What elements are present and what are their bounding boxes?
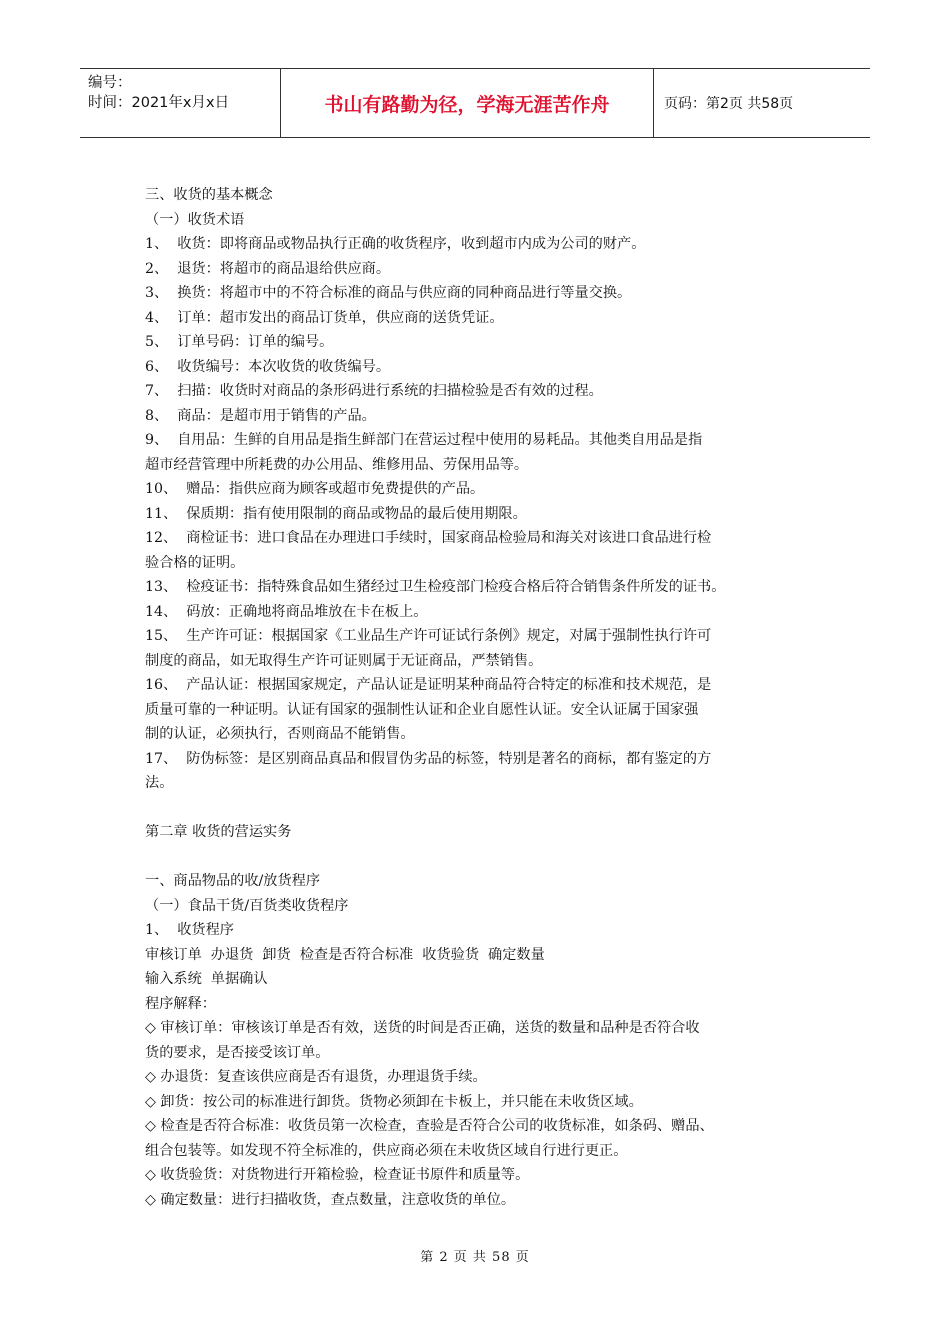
section-heading: 一、商品物品的收/放货程序 bbox=[145, 873, 321, 889]
bullet-item: ◇ 确定数量：进行扫描收货，查点数量，注意收货的单位。 bbox=[145, 1191, 516, 1208]
header-meta bbox=[80, 69, 280, 137]
process-steps: 输入系统 单据确认 bbox=[145, 971, 268, 987]
bullet-item: ◇ 收货验货：对货物进行开箱检验，检查证书原件和质量等。 bbox=[145, 1167, 530, 1183]
list-item: 10、 赠品：指供应商为顾客或超市免费提供的产品。 bbox=[145, 481, 485, 497]
list-item: 7、 扫描：收货时对商品的条形码进行系统的扫描检验是否有效的过程。 bbox=[145, 383, 603, 399]
page-footer: 第 2 页 共 58 页 bbox=[420, 1250, 530, 1265]
document-body bbox=[145, 183, 817, 1212]
list-item: 12、 商检证书：进口食品在办理进口手续时，国家商品检验局和海关对该进口食品进行检 bbox=[145, 530, 712, 546]
list-item: 11、 保质期：指有使用限制的商品或物品的最后使用期限。 bbox=[145, 505, 527, 522]
list-item: 1、 收货程序 bbox=[145, 922, 234, 938]
bullet-item: ◇ 审核订单：审核该订单是否有效，送货的时间是否正确，送货的数量和品种是否符合收 bbox=[145, 1020, 700, 1036]
bullet-item: ◇ 办退货：复查该供应商是否有退货，办理退货手续。 bbox=[145, 1069, 487, 1085]
header-page-number: 页码：第2页 共58页 bbox=[664, 96, 794, 112]
chapter-heading: 第二章 收货的营运实务 bbox=[145, 824, 292, 840]
list-item: 2、 退货：将超市的商品退给供应商。 bbox=[145, 260, 391, 277]
bullet-item: ◇ 检查是否符合标准：收货员第一次检查，查验是否符合公司的收货标准，如条码、赠品、 bbox=[145, 1118, 714, 1134]
list-item-continued: 超市经营管理中所耗费的办公用品、维修用品、劳保用品等。 bbox=[145, 456, 529, 473]
subsection-heading: （一）收货术语 bbox=[145, 211, 245, 228]
subsection-heading: （一）食品干货/百货类收货程序 bbox=[145, 897, 349, 914]
list-item: 6、 收货编号：本次收货的收货编号。 bbox=[145, 358, 391, 375]
list-item: 4、 订单：超市发出的商品订货单，供应商的送货凭证。 bbox=[145, 309, 504, 326]
list-item-continued: 制的认证，必须执行，否则商品不能销售。 bbox=[145, 726, 415, 742]
list-item-continued: 验合格的证明。 bbox=[145, 554, 245, 571]
bullet-item-continued: 货的要求，是否接受该订单。 bbox=[145, 1044, 330, 1061]
list-item: 15、 生产许可证：根据国家《工业品生产许可证试行条例》规定，对属于强制性执行许可 bbox=[145, 628, 712, 644]
list-item-continued: 法。 bbox=[145, 775, 174, 791]
list-item: 16、 产品认证：根据国家规定，产品认证是证明某种商品符合特定的标准和技术规范，是 bbox=[145, 677, 712, 693]
list-item: 13、 检疫证书：指特殊食品如生猪经过卫生检疫部门检疫合格后符合销售条件所发的证书。 bbox=[145, 579, 726, 595]
doc-number-label: 编号： bbox=[88, 75, 132, 91]
section-heading: 三、收货的基本概念 bbox=[145, 187, 273, 203]
list-item: 9、 自用品：生鲜的自用品是指生鲜部门在营运过程中使用的易耗品。其他类自用品是指 bbox=[145, 432, 703, 448]
list-item: 17、 防伪标签：是区别商品真品和假冒伪劣品的标签，特别是著名的商标，都有鉴定的方 bbox=[145, 750, 712, 767]
list-item: 1、 收货：即将商品或物品执行正确的收货程序，收到超市内成为公司的财产。 bbox=[145, 236, 646, 252]
list-item-continued: 制度的商品，如无取得生产许可证则属于无证商品，严禁销售。 bbox=[145, 652, 543, 669]
process-steps: 审核订单 办退货 卸货 检查是否符合标准 收货验货 确定数量 bbox=[145, 946, 545, 963]
header-motto: 书山有路勤为径，学海无涯苦作舟 bbox=[280, 69, 654, 137]
paragraph-label: 程序解释： bbox=[145, 995, 216, 1012]
list-item: 3、 换货：将超市中的不符合标准的商品与供应商的同种商品进行等量交换。 bbox=[145, 285, 632, 301]
doc-date-label: 时间：2021年x月x日 bbox=[88, 95, 230, 111]
page-header bbox=[80, 68, 870, 138]
list-item: 5、 订单号码：订单的编号。 bbox=[145, 334, 334, 350]
list-item: 14、 码放：正确地将商品堆放在卡在板上。 bbox=[145, 603, 428, 620]
bullet-item-continued: 组合包装等。如发现不符全标准的，供应商必须在未收货区域自行进行更正。 bbox=[145, 1142, 628, 1159]
list-item: 8、 商品：是超市用于销售的产品。 bbox=[145, 407, 376, 424]
bullet-item: ◇ 卸货：按公司的标准进行卸货。货物必须卸在卡板上，并只能在未收货区域。 bbox=[145, 1093, 643, 1110]
list-item-continued: 质量可靠的一种证明。认证有国家的强制性认证和企业自愿性认证。安全认证属于国家强 bbox=[145, 701, 699, 718]
